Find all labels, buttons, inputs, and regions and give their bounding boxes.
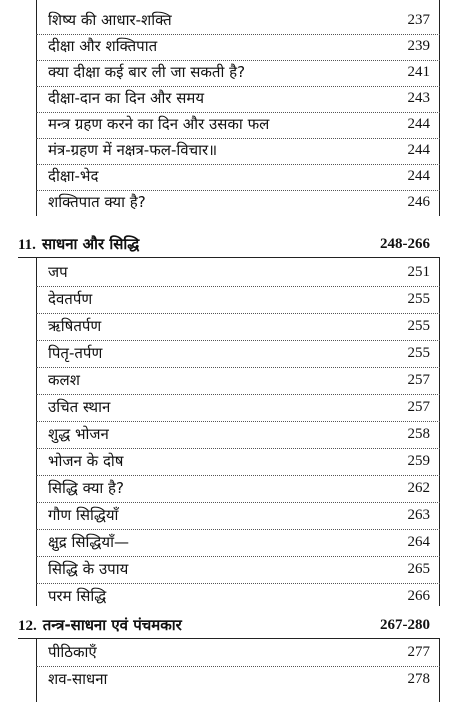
- toc-entry: [0, 667, 460, 691]
- toc-entry: [0, 260, 460, 284]
- toc-entry: [0, 341, 460, 365]
- toc-entry: [0, 503, 460, 527]
- entry-page: 259: [407, 453, 430, 469]
- entry-page: 255: [407, 291, 430, 307]
- toc-entry: [0, 164, 460, 188]
- entry-page: 244: [407, 116, 430, 132]
- entry-page: 237: [407, 12, 430, 28]
- entry-page: 277: [407, 644, 430, 660]
- toc-entry: [0, 640, 460, 664]
- entry-title: परम सिद्धि: [48, 587, 107, 605]
- chapter-page-range: 267-280: [380, 617, 430, 633]
- entry-title: पीठिकाएँ: [48, 643, 97, 661]
- toc-entry: [0, 368, 460, 392]
- chapter-page-range: 248-266: [380, 236, 430, 252]
- chapter-number: 11.: [18, 237, 36, 253]
- entry-title: कलश: [48, 371, 80, 389]
- entry-title: शव-साधना: [48, 670, 108, 688]
- entry-page: 266: [407, 588, 430, 604]
- toc-entry: [0, 476, 460, 500]
- entry-page: 278: [407, 671, 430, 687]
- entry-title: क्षुद्र सिद्धियाँ—: [48, 533, 129, 551]
- toc-entry: [0, 395, 460, 419]
- entry-title: सिद्धि क्या है?: [48, 479, 124, 497]
- entry-page: 263: [407, 507, 430, 523]
- toc-entry: [0, 584, 460, 608]
- entry-page: 262: [407, 480, 430, 496]
- toc-entry: [0, 138, 460, 162]
- toc-entry: [0, 449, 460, 473]
- entry-page: 244: [407, 168, 430, 184]
- entry-title: शक्तिपात क्या है?: [48, 193, 146, 211]
- chapter-rule: [18, 638, 440, 639]
- chapter-title-wrapper: [18, 613, 182, 638]
- entry-page: 264: [407, 534, 430, 550]
- chapter-heading: [0, 613, 460, 637]
- entry-title: शुद्ध भोजन: [48, 425, 109, 443]
- toc-entry: [0, 60, 460, 84]
- entry-title: मन्त्र ग्रहण करने का दिन और उसका फल: [48, 115, 270, 133]
- entry-page: 265: [407, 561, 430, 577]
- entry-page: 257: [407, 399, 430, 415]
- toc-entry: [0, 86, 460, 110]
- entry-page: 239: [407, 38, 430, 54]
- entry-title: उचित स्थान: [48, 398, 111, 416]
- toc-entry: [0, 557, 460, 581]
- entry-title: देवतर्पण: [48, 290, 93, 308]
- entry-page: 246: [407, 194, 430, 210]
- toc-entry: [0, 8, 460, 32]
- entry-page: 258: [407, 426, 430, 442]
- entry-title: पितृ-तर्पण: [48, 344, 103, 362]
- entry-title: ऋषितर्पण: [48, 317, 102, 335]
- chapter-heading: [0, 232, 460, 256]
- toc-entry: [0, 190, 460, 214]
- entry-title: दीक्षा और शक्तिपात: [48, 37, 158, 55]
- entry-title: क्या दीक्षा कई बार ली जा सकती है?: [48, 63, 246, 81]
- entry-page: 255: [407, 345, 430, 361]
- entry-page: 244: [407, 142, 430, 158]
- chapter-rule: [18, 257, 440, 258]
- toc-entry: [0, 112, 460, 136]
- entry-page: 241: [407, 64, 430, 80]
- entry-page: 255: [407, 318, 430, 334]
- entry-title: दीक्षा-दान का दिन और समय: [48, 89, 205, 107]
- chapter-number: 12.: [18, 618, 37, 634]
- toc-entry: [0, 422, 460, 446]
- entry-page: 251: [407, 264, 430, 280]
- entry-title: गौण सिद्धियाँ: [48, 506, 119, 524]
- entry-title: सिद्धि के उपाय: [48, 560, 129, 578]
- entry-title: दीक्षा-भेद: [48, 167, 99, 185]
- toc-entry: [0, 530, 460, 554]
- entry-page: 257: [407, 372, 430, 388]
- entry-page: 243: [407, 90, 430, 106]
- chapter-title: साधना और सिद्धि: [41, 235, 140, 253]
- entry-title: जप: [48, 263, 68, 281]
- toc-entry: [0, 314, 460, 338]
- toc-entry: [0, 34, 460, 58]
- entry-title: मंत्र-ग्रहण में नक्षत्र-फल-विचार॥: [48, 141, 218, 159]
- chapter-title-wrapper: [18, 232, 139, 257]
- chapter-title: तन्त्र-साधना एवं पंचमकार: [42, 616, 182, 634]
- toc-entry: [0, 287, 460, 311]
- entry-title: शिष्य की आधार-शक्ति: [48, 11, 172, 29]
- entry-title: भोजन के दोष: [48, 452, 124, 470]
